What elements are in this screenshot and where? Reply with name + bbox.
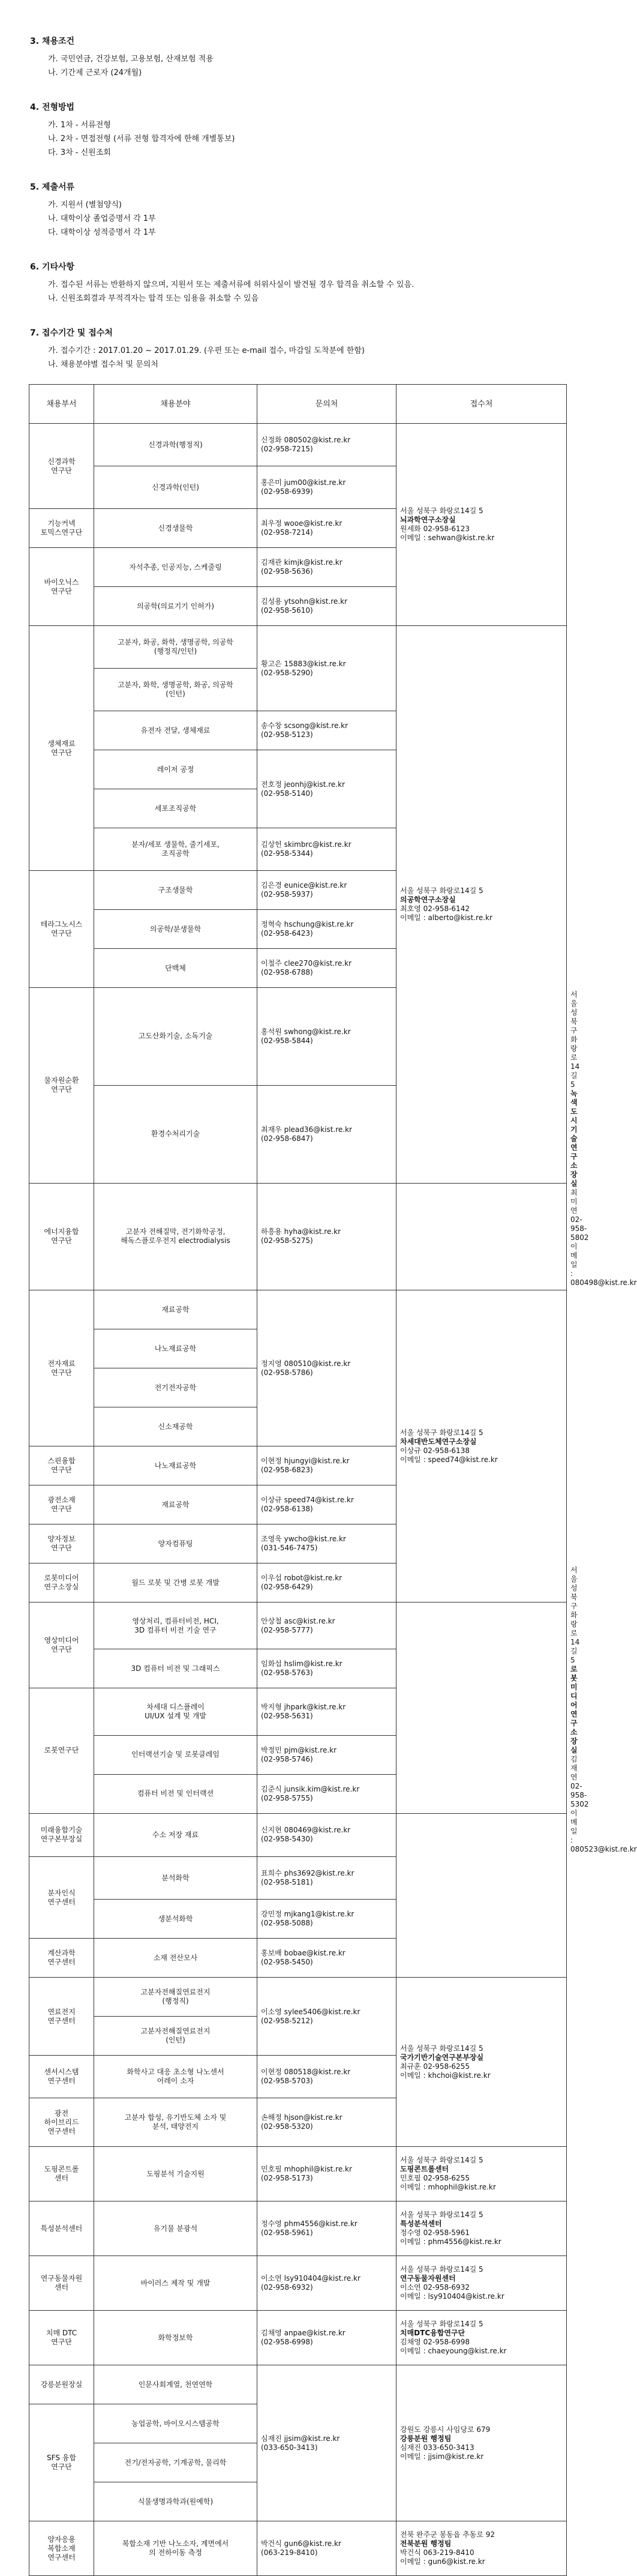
field-cell: 차세대 디스플레이 UI/UX 설계 및 개발: [94, 1688, 257, 1735]
table-row: 로봇미디어 연구소장실 월드 로봇 및 간병 로봇 개발 이우섭 robot@kist.re.kr (02-958-6429) 서울 성북구 화랑로14길 5 로봇미디어연구소장실 김재연 02-958-5302 이메일 : 080523@kist.re.kr: [29, 1563, 567, 1602]
field-cell: 나노재료공학: [94, 1329, 257, 1368]
receipt-person: 심재진 033-650-3413: [400, 2443, 474, 2452]
receipt-address: 서울 성북구 화랑로14길 5: [400, 886, 483, 895]
section-item: 가. 접수된 서류는 반환하지 않으며, 지원서 또는 제출서류에 허위사실이 발견될 경우 합격을 취소할 수 있음.: [48, 280, 414, 289]
table-row: [29, 1813, 567, 1856]
section-etc: [30, 262, 565, 304]
column-header: 문의처: [257, 385, 396, 424]
contact-cell: 김채영 anpae@kist.re.kr (02-958-6998): [257, 2311, 396, 2365]
section-documents: [30, 182, 565, 238]
receipt-cell: [396, 2521, 567, 2576]
field-cell: 인문사회계열, 천연연학: [94, 2365, 257, 2404]
receipt-address: 서울 성북구 화랑로14길 5: [400, 2044, 483, 2053]
receipt-person: 김채영 02-958-6998: [400, 2338, 470, 2346]
section-title: 5. 제출서류: [30, 182, 75, 192]
column-header: 채용분야: [94, 385, 257, 424]
field-cell: 분자/세포 생물학, 줄기세포, 조직공학: [94, 828, 257, 871]
field-cell: 신경과학(행정직): [94, 424, 257, 466]
receipt-email[interactable]: 이메일 : lsy910404@kist.re.kr: [400, 2292, 504, 2301]
contact-cell: 임화섭 hslim@kist.re.kr (02-958-5763): [257, 1649, 396, 1688]
receipt-person: 최호영 02-958-6142: [400, 904, 470, 913]
table-row: 물자원순환 연구단 고도산화기술, 소독기술 홍석원 swhong@kist.re.kr (02-958-5844) 서울 성북구 화랑로14길 5 녹색도시기술연구소장실 최미연 02-958-5802 이메일 : 080498@kist.re.kr: [29, 988, 567, 1086]
table-row: [29, 1290, 567, 1329]
dept-cell: 양자정보 연구단: [29, 1524, 94, 1563]
contact-cell: 박건식 gun6@kist.re.kr (063-219-8410): [257, 2521, 396, 2576]
dept-cell: 연구동물자원 센터: [29, 2256, 94, 2311]
table-row: [29, 2256, 567, 2311]
contact-cell: 전호정 jeonhj@kist.re.kr (02-958-5140): [257, 750, 396, 828]
field-cell: 고분자전해질연료전지 (행정직): [94, 1978, 257, 2017]
field-cell: 바이러스 제작 및 개발: [94, 2256, 257, 2311]
receipt-office: 특성분석센터: [400, 2219, 442, 2228]
field-cell: 구조생물학: [94, 871, 257, 910]
contact-cell: 최재우 plead36@kist.re.kr (02-958-6847): [257, 1085, 396, 1183]
field-cell: 의공학/분생물학: [94, 910, 257, 949]
field-cell: 월드 로봇 및 간병 로봇 개발: [94, 1563, 257, 1602]
receipt-address: 강원도 강릉시 사임당로 679: [400, 2425, 491, 2434]
field-cell: 신경생물학: [94, 509, 257, 548]
field-cell: 의공학(의료기기 인허가): [94, 587, 257, 626]
contact-cell: 신지현 080469@kist.re.kr (02-958-5430): [257, 1813, 396, 1856]
contact-cell: 홍은미 jum00@kist.re.kr (02-958-6939): [257, 466, 396, 509]
section-item: 가. 접수기간 : 2017.01.20 ~ 2017.01.29. (우편 또는 e-mail 접수, 마감일 도착분에 한함): [48, 346, 365, 355]
receipt-person: 정수영 02-958-5961: [400, 2228, 470, 2237]
table-row: [29, 424, 567, 466]
field-cell: 레이저 공정: [94, 750, 257, 789]
dept-cell: 로봇연구단: [29, 1688, 94, 1813]
section-title: 7. 접수기간 및 접수처: [30, 328, 113, 338]
contact-cell: 홍석원 swhong@kist.re.kr (02-958-5844): [257, 988, 396, 1086]
receipt-email[interactable]: 이메일 : jjsim@kist.re.kr: [400, 2452, 484, 2461]
table-row: [29, 1978, 567, 2017]
section-period: [30, 328, 565, 370]
field-cell: 소재 전산모사: [94, 1939, 257, 1978]
field-cell: 화학사고 대응 초소형 나노센서 어레이 소자: [94, 2056, 257, 2098]
table-row: [29, 1649, 567, 1688]
section-selection: [30, 102, 565, 158]
receipt-email[interactable]: 이메일 : chaeyoung@kist.re.kr: [400, 2347, 507, 2355]
field-cell: 양자컴퓨팅: [94, 1524, 257, 1563]
section-item: 나. 기간제 근로자 (24개월): [48, 68, 142, 77]
contact-cell: 김재관 kimjk@kist.re.kr (02-958-5636): [257, 548, 396, 587]
receipt-cell: [396, 2256, 567, 2311]
table-row: [29, 2201, 567, 2256]
field-cell: 전기/전자공학, 기계공학, 물리학: [94, 2443, 257, 2482]
receipt-office: 전북분원 행정팀: [400, 2539, 452, 2548]
contact-cell: 민호필 mhophil@kist.re.kr (02-958-5173): [257, 2147, 396, 2201]
dept-cell: 신경과학 연구단: [29, 424, 94, 509]
dept-cell: 특성분석센터: [29, 2201, 94, 2256]
dept-cell: 광전 하이브리드 연구센터: [29, 2098, 94, 2147]
receipt-address: 서울 성북구 화랑로14길 5: [400, 1428, 483, 1437]
field-cell: 단백체: [94, 949, 257, 988]
receipt-address: 서울 성북구 화랑로14길 5: [400, 2265, 483, 2274]
field-cell: 나노재료공학: [94, 1446, 257, 1485]
receipt-address: 서울 성북구 화랑로14길 5: [400, 2156, 483, 2164]
field-cell: 영상처리, 컴퓨터비전, HCI, 3D 컴퓨터 비전 기술 연구: [94, 1602, 257, 1649]
dept-cell: 테라그노시스 연구단: [29, 871, 94, 988]
dept-cell: SFS 융합 연구단: [29, 2404, 94, 2521]
field-cell: 유전자 전달, 생체재료: [94, 711, 257, 750]
section-conditions: [30, 36, 565, 78]
field-cell: 신경과학(인턴): [94, 466, 257, 509]
contact-cell: 안상철 asc@kist.re.kr (02-958-5777): [257, 1602, 396, 1649]
contact-cell: 신정화 080502@kist.re.kr (02-958-7215): [257, 424, 396, 466]
dept-cell: 바이오닉스 연구단: [29, 548, 94, 626]
table-row: [29, 626, 567, 669]
column-header: 채용부서: [29, 385, 94, 424]
dept-cell: 전자재료 연구단: [29, 1290, 94, 1446]
receipt-person: 최규훈 02-958-6255: [400, 2062, 470, 2071]
table-row: [29, 2147, 567, 2201]
field-cell: 복합소재 기반 나노소자, 계면에서 의 전하이동 측정: [94, 2521, 257, 2576]
dept-cell: 분자인식 연구센터: [29, 1857, 94, 1939]
receipt-cell: [396, 626, 567, 1184]
section-item: 다. 대학이상 성적증명서 각 1부: [48, 228, 156, 237]
receipt-email[interactable]: 이메일 : gun6@kist.re.kr: [400, 2557, 485, 2566]
dept-cell: 강릉분원장실: [29, 2365, 94, 2404]
contact-cell: 조영욱 ywcho@kist.re.kr (031-546-7475): [257, 1524, 396, 1563]
column-header: 접수처: [396, 385, 567, 424]
receipt-person: 박건식 063-219-8410: [400, 2548, 474, 2557]
receipt-office: 국가기반기술연구본부장실: [400, 2053, 484, 2062]
contact-cell: 김준식 junsik.kim@kist.re.kr (02-958-5755): [257, 1774, 396, 1813]
field-cell: 고분자전해질연료전지 (인턴): [94, 2017, 257, 2056]
dept-cell: 도핑콘트롤 센터: [29, 2147, 94, 2201]
receipt-email[interactable]: 이메일 : phm4556@kist.re.kr: [400, 2237, 501, 2246]
field-cell: 신소재공학: [94, 1407, 257, 1446]
contact-cell: 최우정 wooe@kist.re.kr (02-958-7214): [257, 509, 396, 548]
contact-cell: 이소영 sylee5406@kist.re.kr (02-958-5212): [257, 1978, 396, 2056]
table-body: [29, 424, 637, 2576]
contact-cell: 심재진 jjsim@kist.re.kr (033-650-3413): [257, 2365, 396, 2521]
field-cell: 고분자 전해질막, 전기화학공정, 해독스플로우전지 electrodialysis: [94, 1183, 257, 1290]
dept-cell: 로봇미디어 연구소장실: [29, 1563, 94, 1602]
section-item: 나. 대학이상 졸업증명서 각 1부: [48, 214, 156, 223]
receipt-office: 강릉분원 행정팀: [400, 2434, 452, 2443]
field-cell: 생분석화학: [94, 1900, 257, 1939]
dept-cell: 스핀융합 연구단: [29, 1446, 94, 1485]
contact-cell: 이소연 lsy910404@kist.re.kr (02-958-6932): [257, 2256, 396, 2311]
recruitment-table: [29, 384, 637, 2576]
dept-cell: 광전소재 연구단: [29, 1485, 94, 1524]
field-cell: 환경수처리기술: [94, 1085, 257, 1183]
receipt-office: 연구동물자원센터: [400, 2274, 456, 2283]
table-header-row: [29, 385, 567, 424]
contact-cell: 홍보배 bobae@kist.re.kr (02-958-5450): [257, 1939, 396, 1978]
dept-cell: 물자원순환 연구단: [29, 988, 94, 1184]
contact-cell: 하흥용 hyha@kist.re.kr (02-958-5275): [257, 1183, 396, 1290]
section-item: 다. 3차 - 신원조회: [48, 148, 111, 157]
field-cell: 유기물 분광석: [94, 2201, 257, 2256]
contact-cell: 박지형 jhpark@kist.re.kr (02-958-5631): [257, 1688, 396, 1735]
table-row: [29, 1688, 567, 1735]
receipt-email[interactable]: 이메일 : alberto@kist.re.kr: [400, 913, 492, 922]
receipt-cell: [396, 2201, 567, 2256]
contact-cell: 표희수 phs3692@kist.re.kr (02-958-5181): [257, 1857, 396, 1900]
receipt-address: 서울 성북구 화랑로14길 5: [400, 507, 483, 515]
table-row: [29, 1735, 567, 1774]
contact-cell: 이우섭 robot@kist.re.kr (02-958-6429): [257, 1563, 396, 1602]
receipt-cell: [396, 1978, 567, 2147]
receipt-cell: [396, 1290, 567, 1602]
field-cell: 자석추종, 인공지능, 스케줄링: [94, 548, 257, 587]
section-item: 가. 1차 - 서류전형: [48, 121, 111, 130]
receipt-person: 이소연 02-958-6932: [400, 2283, 470, 2292]
receipt-office: 도핑콘트롤센터: [400, 2165, 449, 2173]
table-row: [29, 2521, 567, 2576]
contact-cell: 송수창 scsong@kist.re.kr (02-958-5123): [257, 711, 396, 750]
receipt-address: 서울 성북구 화랑로14길 5: [400, 2320, 483, 2328]
section-item: 나. 채용분야별 접수처 및 문의처: [48, 360, 158, 369]
table-row: [29, 2311, 567, 2365]
contact-cell: 박정민 pjm@kist.re.kr (02-958-5746): [257, 1735, 396, 1774]
contact-cell: 정수영 phm4556@kist.re.kr (02-958-5961): [257, 2201, 396, 2256]
receipt-address: 서울 성북구 화랑로14길 5: [400, 2210, 483, 2219]
field-cell: 인터랙션기술 및 로봇클레임: [94, 1735, 257, 1774]
field-cell: 전기전자공학: [94, 1368, 257, 1407]
field-cell: 수소 저장 재료: [94, 1813, 257, 1856]
receipt-email[interactable]: 이메일 : mhophil@kist.re.kr: [400, 2183, 496, 2191]
contact-cell: 정혁숙 hschung@kist.re.kr (02-958-6423): [257, 910, 396, 949]
receipt-office: 뇌과학연구소장실: [400, 516, 456, 524]
field-cell: 화학정보학: [94, 2311, 257, 2365]
receipt-person: 이상규 02-958-6138: [400, 1446, 470, 1455]
table-row: [29, 2365, 567, 2404]
document-body: [30, 36, 565, 394]
section-item: 가. 국민연금, 건강보험, 고용보험, 산재보험 적용: [48, 55, 214, 64]
dept-cell: 센서시스템 연구센터: [29, 2056, 94, 2098]
table-row: [29, 1602, 567, 1649]
receipt-address: 전북 완주군 봉동읍 추동로 92: [400, 2530, 495, 2539]
contact-cell: 손해정 hjson@kist.re.kr (02-958-5320): [257, 2098, 396, 2147]
table-row: [29, 1183, 567, 1290]
field-cell: 고분자 합성, 유기반도체 소자 및 분석, 태양전지: [94, 2098, 257, 2147]
section-title: 6. 기타사항: [30, 262, 75, 272]
dept-cell: 미래융합기술 연구본부장실: [29, 1813, 94, 1856]
contact-cell: 황고은 15883@kist.re.kr (02-958-5290): [257, 626, 396, 711]
receipt-person: 민호필 02-958-6255: [400, 2174, 470, 2182]
receipt-cell: [396, 2147, 567, 2201]
section-title: 3. 채용조건: [30, 37, 75, 46]
dept-cell: 기능커넥 토믹스연구단: [29, 509, 94, 548]
receipt-cell: [396, 2365, 567, 2521]
field-cell: 농업공학, 바이오시스템공학: [94, 2404, 257, 2443]
section-title: 4. 전형방법: [30, 103, 75, 112]
receipt-email[interactable]: 이메일 : khchoi@kist.re.kr: [400, 2071, 491, 2080]
contact-cell: 강민정 mjkang1@kist.re.kr (02-958-5088): [257, 1900, 396, 1939]
receipt-office: 치매DTC융합연구단: [400, 2329, 465, 2337]
field-cell: 고분자, 화공, 화학, 생명공학, 의공학 (행정직/인턴): [94, 626, 257, 669]
field-cell: 3D 컴퓨터 비전 및 그래픽스: [94, 1649, 257, 1688]
contact-cell: 이현정 hjungyi@kist.re.kr (02-958-6823): [257, 1446, 396, 1485]
field-cell: 컴퓨터 비전 및 인터랙션: [94, 1774, 257, 1813]
section-item: 나. 신원조회결과 부적격자는 합격 또는 임용을 취소할 수 있음: [48, 294, 259, 303]
section-item: 나. 2차 - 면접전형 (서류 전형 합격자에 한해 개별통보): [48, 134, 235, 143]
receipt-email[interactable]: 이메일 : speed74@kist.re.kr: [400, 1455, 498, 1464]
table-row: [29, 1774, 567, 1813]
field-cell: 고도산화기술, 소독기술: [94, 988, 257, 1086]
dept-cell: 치매 DTC 연구단: [29, 2311, 94, 2365]
contact-cell: 정지영 080510@kist.re.kr (02-958-5786): [257, 1290, 396, 1446]
receipt-cell: [396, 424, 567, 626]
section-item: 가. 지원서 (별첨양식): [48, 200, 122, 209]
contact-cell: 김은경 eunice@kist.re.kr (02-958-5937): [257, 871, 396, 910]
receipt-cell: [396, 1813, 567, 1977]
contact-cell: 이철주 clee270@kist.re.kr (02-958-6788): [257, 949, 396, 988]
contact-cell: 이현정 080518@kist.re.kr (02-958-5703): [257, 2056, 396, 2098]
receipt-person: 원세화 02-958-6123: [400, 525, 470, 533]
field-cell: 식물생명과학과(원예학): [94, 2482, 257, 2521]
dept-cell: 생체재료 연구단: [29, 626, 94, 871]
dept-cell: 영상미디어 연구단: [29, 1602, 94, 1688]
dept-cell: 에너지융합 연구단: [29, 1183, 94, 1290]
receipt-office: 의공학연구소장실: [400, 895, 456, 904]
dept-cell: 연료전지 연구센터: [29, 1978, 94, 2056]
receipt-office: 차세대반도체연구소장실: [400, 1437, 477, 1446]
field-cell: 세포조직공학: [94, 789, 257, 828]
field-cell: 도핑분석 기술지원: [94, 2147, 257, 2201]
field-cell: 재료공학: [94, 1290, 257, 1329]
field-cell: 고분자, 화학, 생명공학, 화공, 의공학 (인턴): [94, 669, 257, 711]
receipt-cell: [396, 2311, 567, 2365]
field-cell: 분석화학: [94, 1857, 257, 1900]
contact-cell: 김성용 ytsohn@kist.re.kr (02-958-5610): [257, 587, 396, 626]
dept-cell: 양자응용 복합소재 연구센터: [29, 2521, 94, 2576]
field-cell: 재료공학: [94, 1485, 257, 1524]
dept-cell: 계산과학 연구센터: [29, 1939, 94, 1978]
receipt-email[interactable]: 이메일 : sehwan@kist.re.kr: [400, 534, 495, 542]
contact-cell: 김상헌 skimbrc@kist.re.kr (02-958-5344): [257, 828, 396, 871]
contact-cell: 이상규 speed74@kist.re.kr (02-958-6138): [257, 1485, 396, 1524]
